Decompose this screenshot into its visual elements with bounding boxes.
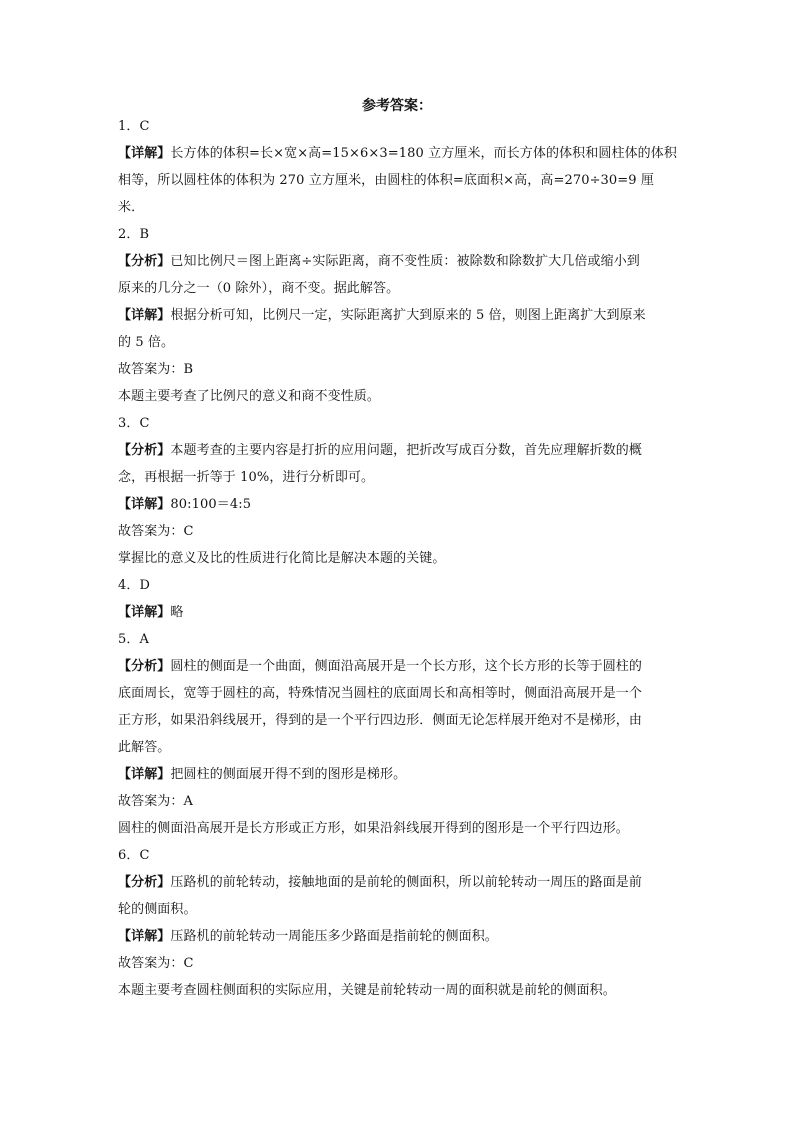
answer-line bbox=[118, 275, 684, 302]
answer-line bbox=[118, 410, 684, 437]
answer-line bbox=[118, 950, 684, 977]
line-text: 已知比例尺＝图上距离÷实际距离，商不变性质：被除数和除数扩大几倍或缩小到 bbox=[170, 254, 640, 269]
answer-line bbox=[118, 680, 684, 707]
section-tag: 【详解】 bbox=[118, 308, 171, 323]
line-text: 略 bbox=[170, 605, 184, 620]
line-text: 轮的侧面积。 bbox=[118, 902, 197, 917]
line-text: 故答案为：C bbox=[118, 524, 194, 539]
line-text: 5．A bbox=[118, 632, 149, 647]
section-tag: 【分析】 bbox=[118, 875, 171, 890]
line-text: 4．D bbox=[118, 578, 150, 593]
answer-line bbox=[118, 221, 684, 248]
answer-line bbox=[118, 356, 684, 383]
line-text: 掌握比的意义及比的性质进行化简比是解决本题的关键。 bbox=[118, 551, 446, 566]
answer-line bbox=[118, 734, 684, 761]
line-text: 2．B bbox=[118, 227, 150, 242]
section-tag: 【分析】 bbox=[118, 659, 171, 674]
answer-line bbox=[118, 491, 684, 518]
answer-line bbox=[118, 626, 684, 653]
line-text: 底面周长，宽等于圆柱的高，特殊情况当圆柱的底面周长和高相等时，侧面沿高展开是一个 bbox=[118, 686, 643, 701]
line-text: 圆柱的侧面是一个曲面，侧面沿高展开是一个长方形，这个长方形的长等于圆柱的 bbox=[170, 659, 643, 674]
answer-line bbox=[118, 329, 684, 356]
answer-line bbox=[118, 248, 684, 275]
line-text: 此解答。 bbox=[118, 740, 171, 755]
answer-line bbox=[118, 545, 684, 572]
answer-line bbox=[118, 194, 684, 221]
answer-content bbox=[118, 113, 684, 1004]
answer-line bbox=[118, 869, 684, 896]
answer-line bbox=[118, 977, 684, 1004]
answer-line bbox=[118, 788, 684, 815]
line-text: 故答案为：C bbox=[118, 956, 194, 971]
line-text: 念，再根据一折等于 10%，进行分析即可。 bbox=[118, 470, 375, 485]
line-text: 根据分析可知，比例尺一定，实际距离扩大到原来的 5 倍，则图上距离扩大到原来 bbox=[170, 308, 646, 323]
line-text: 圆柱的侧面沿高展开是长方形或正方形，如果沿斜线展开得到的图形是一个平行四边形。 bbox=[118, 821, 629, 836]
answer-line bbox=[118, 140, 684, 167]
line-text: 故答案为：A bbox=[118, 794, 193, 809]
section-tag: 【详解】 bbox=[118, 497, 171, 512]
line-text: 6．C bbox=[118, 848, 150, 863]
answer-line bbox=[118, 707, 684, 734]
answer-line bbox=[118, 302, 684, 329]
line-text: 3．C bbox=[118, 416, 150, 431]
line-text: 原来的几分之一（0 除外），商不变。据此解答。 bbox=[118, 281, 400, 296]
page-title: 参考答案： bbox=[362, 98, 432, 114]
line-text: 长方体的体积=长×宽×高=15×6×3=180 立方厘米，而长方体的体积和圆柱体的体积 bbox=[170, 146, 677, 161]
answer-line bbox=[118, 113, 684, 140]
line-text: 压路机的前轮转动，接触地面的是前轮的侧面积，所以前轮转动一周压的路面是前 bbox=[170, 875, 643, 890]
section-tag: 【详解】 bbox=[118, 929, 171, 944]
answer-line bbox=[118, 167, 684, 194]
section-tag: 【分析】 bbox=[118, 443, 171, 458]
answer-line bbox=[118, 815, 684, 842]
answer-line bbox=[118, 572, 684, 599]
line-text: 相等，所以圆柱体的体积为 270 立方厘米，由圆柱的体积=底面积×高，高=270÷30=9 厘 bbox=[118, 173, 654, 188]
section-tag: 【分析】 bbox=[118, 254, 171, 269]
line-text: 把圆柱的侧面展开得不到的图形是梯形。 bbox=[170, 767, 407, 782]
answer-line bbox=[118, 437, 684, 464]
answer-line bbox=[118, 518, 684, 545]
section-tag: 【详解】 bbox=[118, 146, 171, 161]
line-text: 的 5 倍。 bbox=[118, 335, 175, 350]
answer-line bbox=[118, 383, 684, 410]
section-tag: 【详解】 bbox=[118, 767, 171, 782]
line-text: 压路机的前轮转动一周能压多少路面是指前轮的侧面积。 bbox=[170, 929, 498, 944]
answer-line bbox=[118, 842, 684, 869]
section-tag: 【详解】 bbox=[118, 605, 171, 620]
answer-line bbox=[118, 923, 684, 950]
line-text: 米． bbox=[118, 200, 145, 215]
line-text: 故答案为：B bbox=[118, 362, 194, 377]
answer-line bbox=[118, 896, 684, 923]
line-text: 本题主要考查圆柱侧面积的实际应用，关键是前轮转动一周的面积就是前轮的侧面积。 bbox=[118, 983, 616, 998]
line-text: 本题考查的主要内容是打折的应用问题，把折改写成百分数，首先应理解折数的概 bbox=[170, 443, 643, 458]
line-text: 80:100＝4:5 bbox=[170, 497, 252, 512]
answer-line bbox=[118, 761, 684, 788]
answer-line bbox=[118, 599, 684, 626]
answer-line bbox=[118, 464, 684, 491]
line-text: 1．C bbox=[118, 119, 150, 134]
line-text: 本题主要考查了比例尺的意义和商不变性质。 bbox=[118, 389, 381, 404]
line-text: 正方形，如果沿斜线展开，得到的是一个平行四边形．侧面无论怎样展开绝对不是梯形，由 bbox=[118, 713, 643, 728]
answer-line bbox=[118, 653, 684, 680]
